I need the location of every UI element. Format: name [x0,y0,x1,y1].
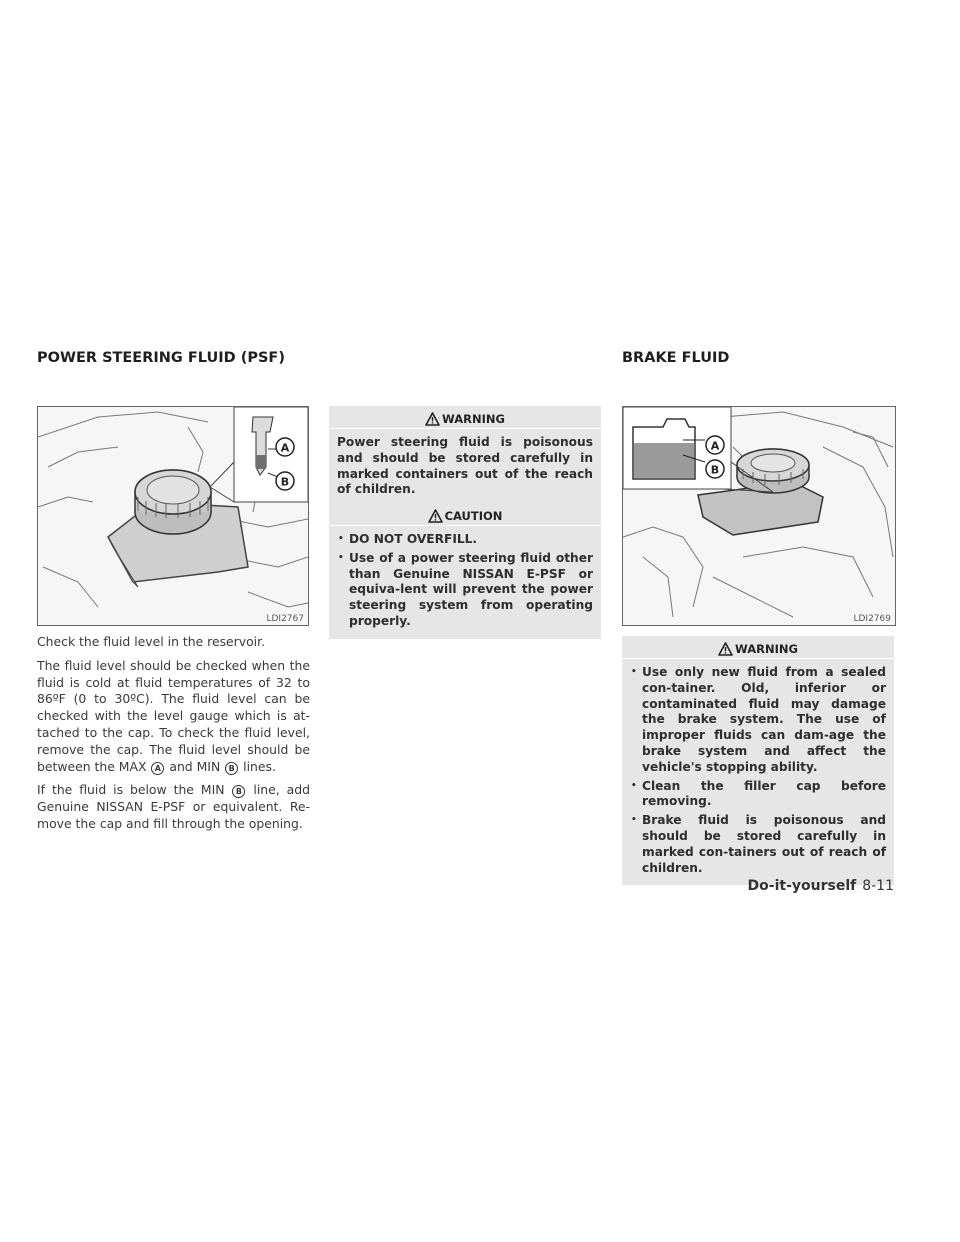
warning-body [622,658,894,885]
caution-heading-text: CAUTION [444,509,503,523]
footer-section-name: Do-it-yourself [747,878,857,894]
warning-item: • Brake fluid is poisonous and should be stored carefully in marked con-tainers out of reach of children. [630,813,886,876]
paragraph-text: and MIN [169,758,221,774]
warning-text: Power steering fluid is poisonous and should be stored carefully in marked containers out of the reach of children. [337,435,593,497]
caution-item: • Use of a power steering fluid other than Genuine NISSAN E-PSF or equiva-lent will prevent the power steering system from operating properly. [337,551,593,630]
paragraph-text: The fluid level should be checked when the fluid is cold at fluid temperatures of 32 to 86ºF (0 to 30ºC). The fluid level can be checked with the level gauge which is at-tached to the cap. To check the fluid level, remove the cap. The fluid level should be between the MAX [37,657,310,774]
paragraph-check-level: Check the fluid level in the reservoir. [37,634,266,649]
warning-list [630,665,886,876]
section-title-brake-fluid: BRAKE FLUID [622,350,730,366]
paragraph-text: If the fluid is below the MIN [37,782,225,798]
warning-heading [622,636,894,658]
caution-box-power-steering [329,503,601,639]
page-number: 8-11 [862,878,894,894]
warning-triangle-icon [718,642,733,661]
paragraph-add-fluid [37,782,310,832]
power-steering-reservoir-illustration [37,406,309,626]
caution-list [337,532,593,630]
warning-item: • Clean the filler cap before removing. [630,779,886,811]
caution-heading [329,503,601,525]
marker-b-icon: B [232,785,245,798]
brake-fluid-reservoir-illustration [622,406,896,626]
caution-item: • DO NOT OVERFILL. [337,532,593,548]
marker-a-icon: A [151,762,164,775]
warning-box-power-steering [329,406,601,507]
warning-item: • Use only new fluid from a sealed con-tainer. Old, inferior or contaminated fluid may damage the brake system. The use of improper fluids can dam-age the brake system and affect the vehicle's stopping ability. [630,665,886,776]
paragraph-text: line, add Genuine NISSAN E-PSF or equivalent. Re-move the cap and fill through the opening. [37,782,310,831]
warning-body [329,428,601,507]
warning-box-brake-fluid [622,636,894,885]
figure-label-b: B [710,463,720,477]
page-footer [748,878,894,894]
warning-heading-text: WARNING [442,412,505,426]
figure-label-b: B [280,475,290,489]
warning-heading [329,406,601,428]
warning-triangle-icon [425,412,440,431]
caution-triangle-icon [428,509,443,528]
marker-b-icon: B [225,762,238,775]
caution-body [329,525,601,639]
paragraph-text: lines. [243,758,276,774]
figure-code: LDI2767 [266,614,304,624]
figure-label-a: A [280,441,290,455]
figure-code: LDI2769 [853,614,891,624]
power-steering-instructions [37,634,310,840]
warning-heading-text: WARNING [735,642,798,656]
paragraph-level-details [37,658,310,776]
section-title-power-steering: POWER STEERING FLUID (PSF) [37,350,285,366]
figure-label-a: A [710,439,720,453]
